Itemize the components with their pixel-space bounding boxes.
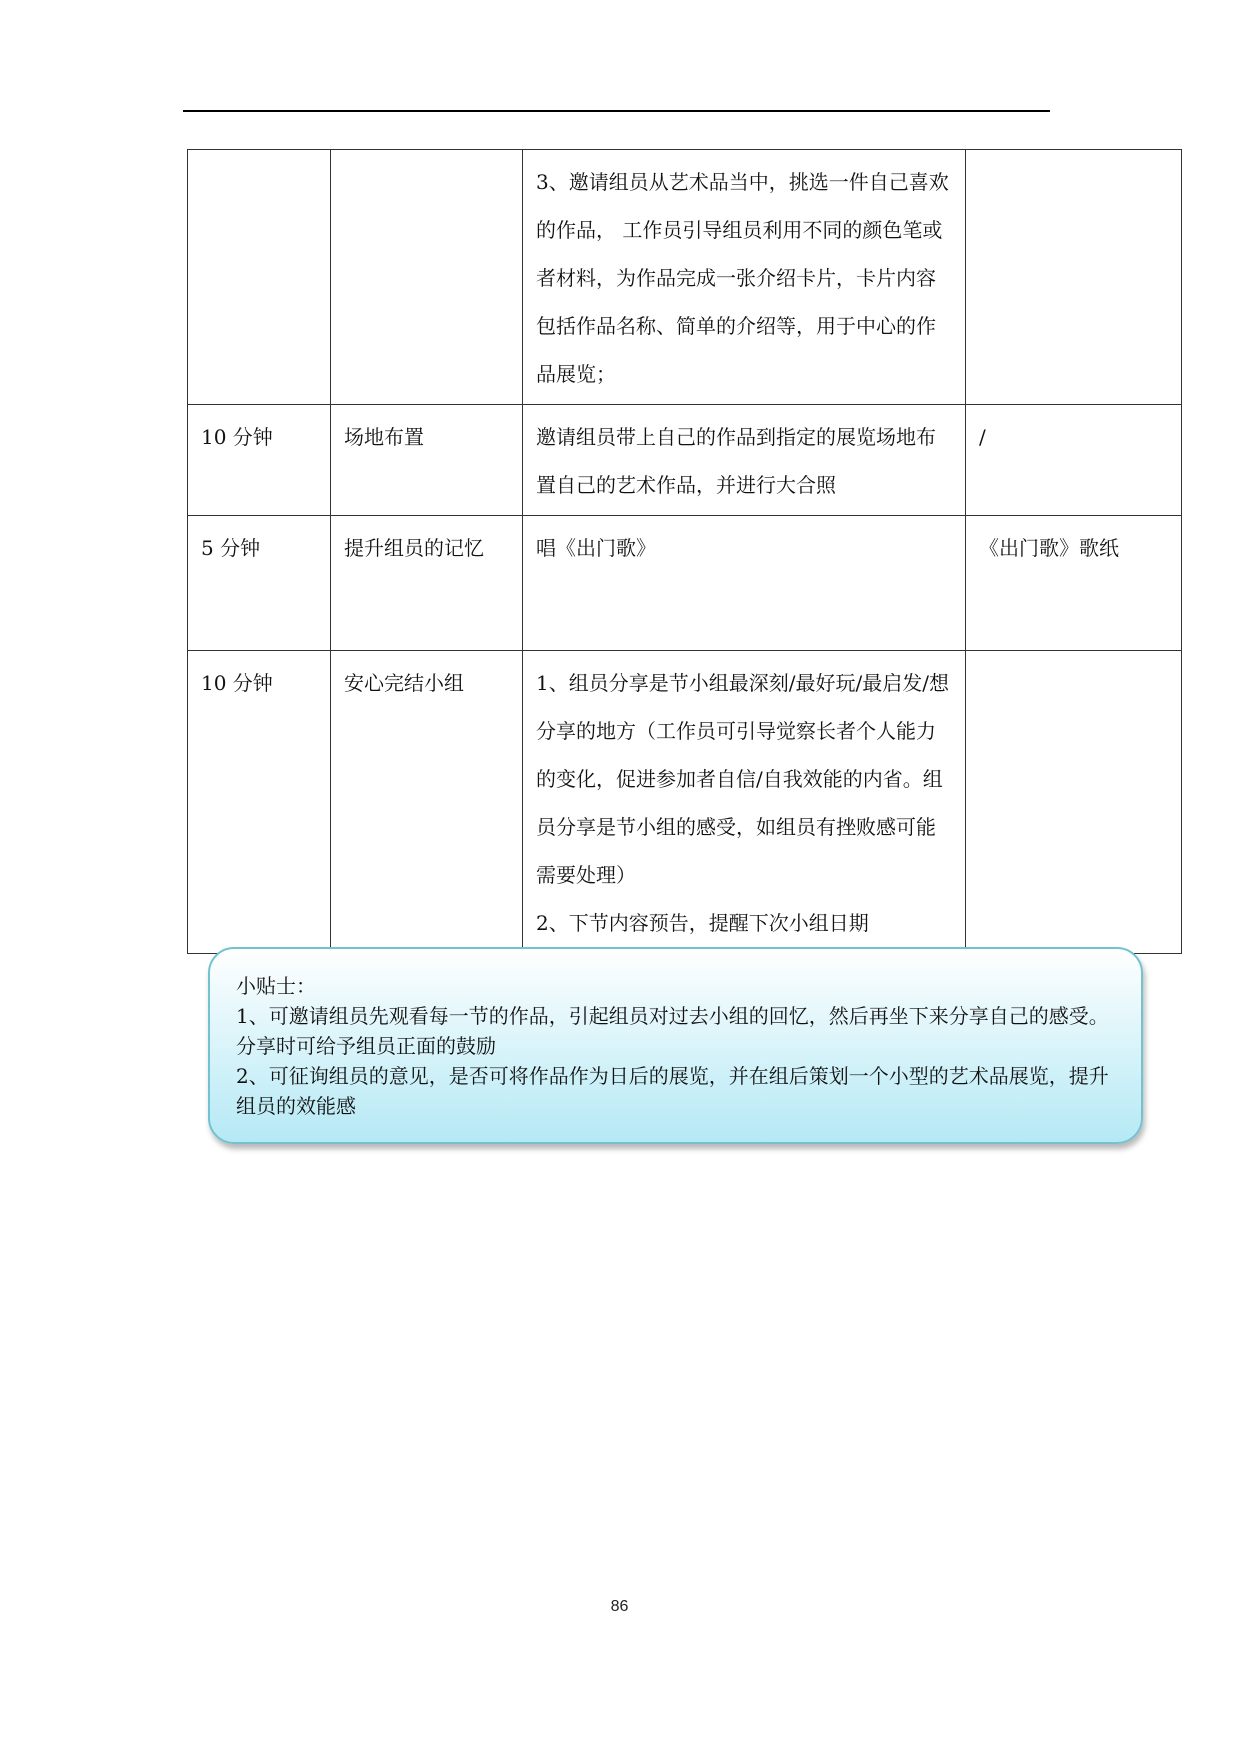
session-plan-table [187,149,1182,954]
materials-cell: 《出门歌》歌纸 [966,516,1182,651]
content-paragraph: 邀请组员带上自己的作品到指定的展览场地布置自己的艺术作品，并进行大合照 [536,425,936,497]
materials-cell: / [966,405,1182,516]
activity-cell [331,150,523,405]
activity-cell: 提升组员的记忆 [331,516,523,651]
content-cell [523,405,966,516]
content-paragraph: 3、邀请组员从艺术品当中，挑选一件自己喜欢的作品， 工作员引导组员利用不同的颜色笔或者材料，为作品完成一张介绍卡片，卡片内容包括作品名称、简单的介绍等，用于中心的作品展览； [536,170,949,386]
content-paragraph: 1、组员分享是节小组最深刻/最好玩/最启发/想分享的地方（工作员可引导觉察长者个人能力的变化，促进参加者自信/自我效能的内省。组员分享是节小组的感受，如组员有挫败感可能需要处理） [536,671,949,887]
table-row [188,405,1182,516]
activity-cell: 场地布置 [331,405,523,516]
tip-item: 1、可邀请组员先观看每一节的作品，引起组员对过去小组的回忆，然后再坐下来分享自己的感受。分享时可给予组员正面的鼓励 [236,1004,1109,1058]
content-paragraph: 2、下节内容预告，提醒下次小组日期 [536,911,869,935]
content-cell [523,150,966,405]
header-rule [183,110,1050,112]
table-row [188,516,1182,651]
materials-cell [966,150,1182,405]
table-row [188,150,1182,405]
tips-title: 小贴士： [236,974,316,998]
content-cell [523,651,966,954]
content-paragraph: 唱《出门歌》 [536,536,656,560]
page-number: 86 [610,1598,629,1615]
time-cell: 5 分钟 [188,516,331,651]
content-cell [523,516,966,651]
activity-cell: 安心完结小组 [331,651,523,954]
materials-cell [966,651,1182,954]
time-cell [188,150,331,405]
tips-callout [208,947,1143,1144]
time-cell: 10 分钟 [188,651,331,954]
tip-item: 2、可征询组员的意见，是否可将作品作为日后的展览，并在组后策划一个小型的艺术品展览，提升组员的效能感 [236,1064,1109,1118]
time-cell: 10 分钟 [188,405,331,516]
table-row [188,651,1182,954]
